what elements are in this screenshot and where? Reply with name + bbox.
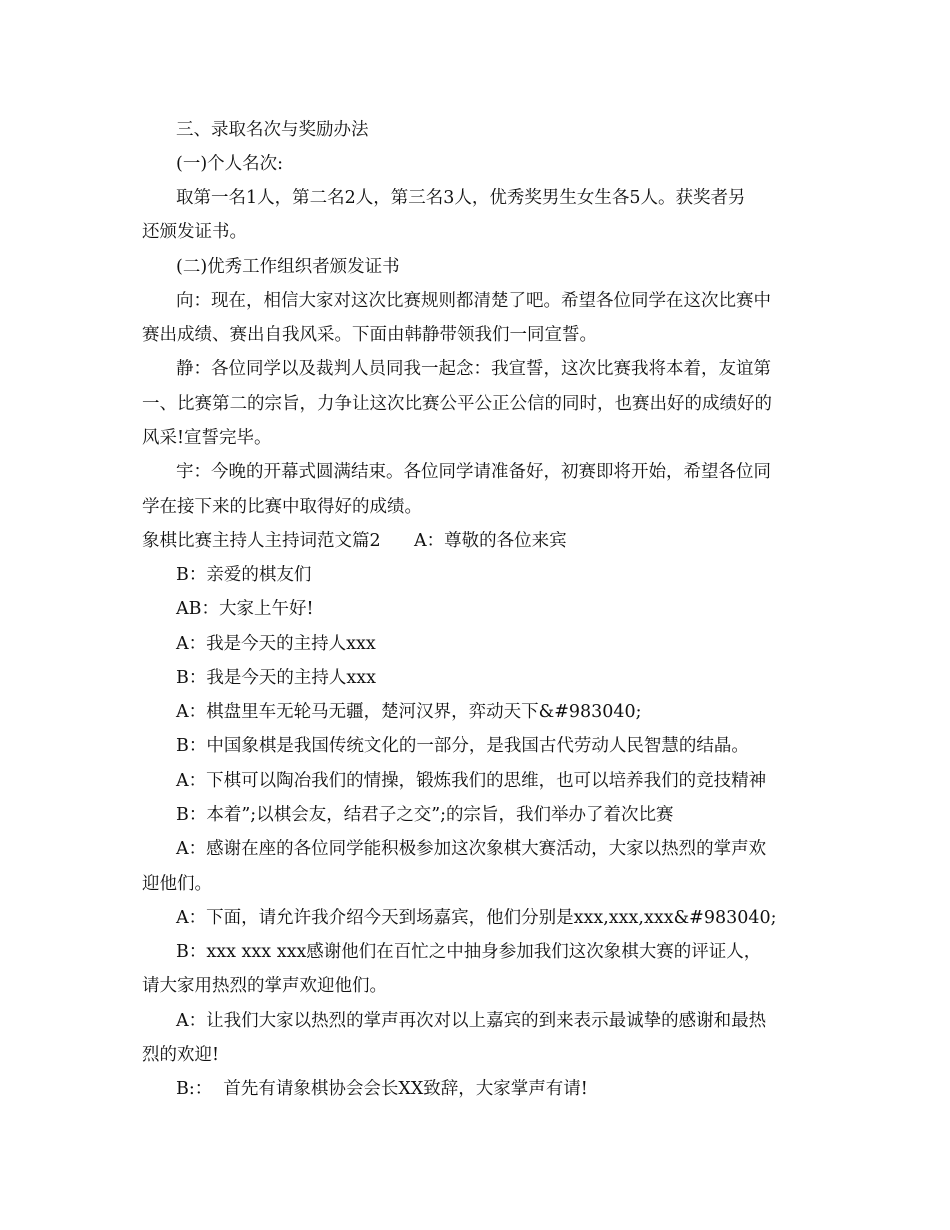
paragraph-line: 静：各位同学以及裁判人员同我一起念：我宣誓，这次比赛我将本着，友谊第	[176, 359, 771, 379]
subsection-heading: (二)优秀工作组织者颁发证书	[176, 257, 400, 277]
dialogue-line: 请大家用热烈的掌声欢迎他们。	[142, 976, 387, 996]
paragraph-line: 还颁发证书。	[142, 222, 247, 242]
paragraph-line: 向：现在，相信大家对这次比赛规则都清楚了吧。希望各位同学在这次比赛中	[176, 291, 771, 311]
paragraph-line: 赛出成绩、赛出自我风采。下面由韩静带领我们一同宣誓。	[142, 325, 597, 345]
paragraph-line: 风采!宣誓完毕。	[142, 428, 272, 448]
dialogue-line: B：xxx xxx xxx感谢他们在百忙之中抽身参加我们这次象棋大赛的评证人，	[176, 942, 762, 962]
subsection-heading: (一)个人名次:	[176, 154, 284, 174]
dialogue-line: 烈的欢迎!	[142, 1045, 220, 1065]
paragraph-line: 一、比赛第二的宗旨，力争让这次比赛公平公正公信的同时，也赛出好的成绩好的	[142, 394, 772, 414]
dialogue-line: B：本着”;以棋会友，结君子之交”;的宗旨，我们举办了着次比赛	[176, 805, 674, 825]
paragraph-line: 学在接下来的比赛中取得好的成绩。	[142, 497, 422, 517]
dialogue-line: A：棋盘里车无轮马无疆，楚河汉界，弈动天下&#983040;	[176, 702, 642, 722]
article-title-line: 象棋比赛主持人主持词范文篇2 A：尊敬的各位来宾	[142, 531, 567, 551]
paragraph-line: 取第一名1人，第二名2人，第三名3人，优秀奖男生女生各5人。获奖者另	[176, 188, 746, 208]
dialogue-line: B：亲爱的棋友们	[176, 565, 312, 585]
dialogue-line: A：让我们大家以热烈的掌声再次对以上嘉宾的到来表示最诚挚的感谢和最热	[176, 1011, 767, 1031]
dialogue-line: A：我是今天的主持人xxx	[176, 634, 376, 654]
section-heading: 三、录取名次与奖励办法	[176, 120, 369, 140]
dialogue-line: AB：大家上午好!	[176, 599, 314, 619]
paragraph-line: 宇：今晚的开幕式圆满结束。各位同学请准备好，初赛即将开始，希望各位同	[176, 462, 771, 482]
dialogue-line: B:： 首先有请象棋协会会长XX致辞，大家掌声有请!	[176, 1079, 588, 1099]
dialogue-line: 迎他们。	[142, 874, 212, 894]
dialogue-line: A：下棋可以陶冶我们的情操，锻炼我们的思维，也可以培养我们的竞技精神	[176, 771, 767, 791]
dialogue-line: A：下面，请允许我介绍今天到场嘉宾，他们分别是xxx,xxx,xxx&#983040;	[176, 908, 777, 928]
dialogue-line: B：中国象棋是我国传统文化的一部分，是我国古代劳动人民智慧的结晶。	[176, 736, 749, 756]
dialogue-line: A：感谢在座的各位同学能积极参加这次象棋大赛活动，大家以热烈的掌声欢	[176, 839, 767, 859]
dialogue-line: B：我是今天的主持人xxx	[176, 668, 376, 688]
